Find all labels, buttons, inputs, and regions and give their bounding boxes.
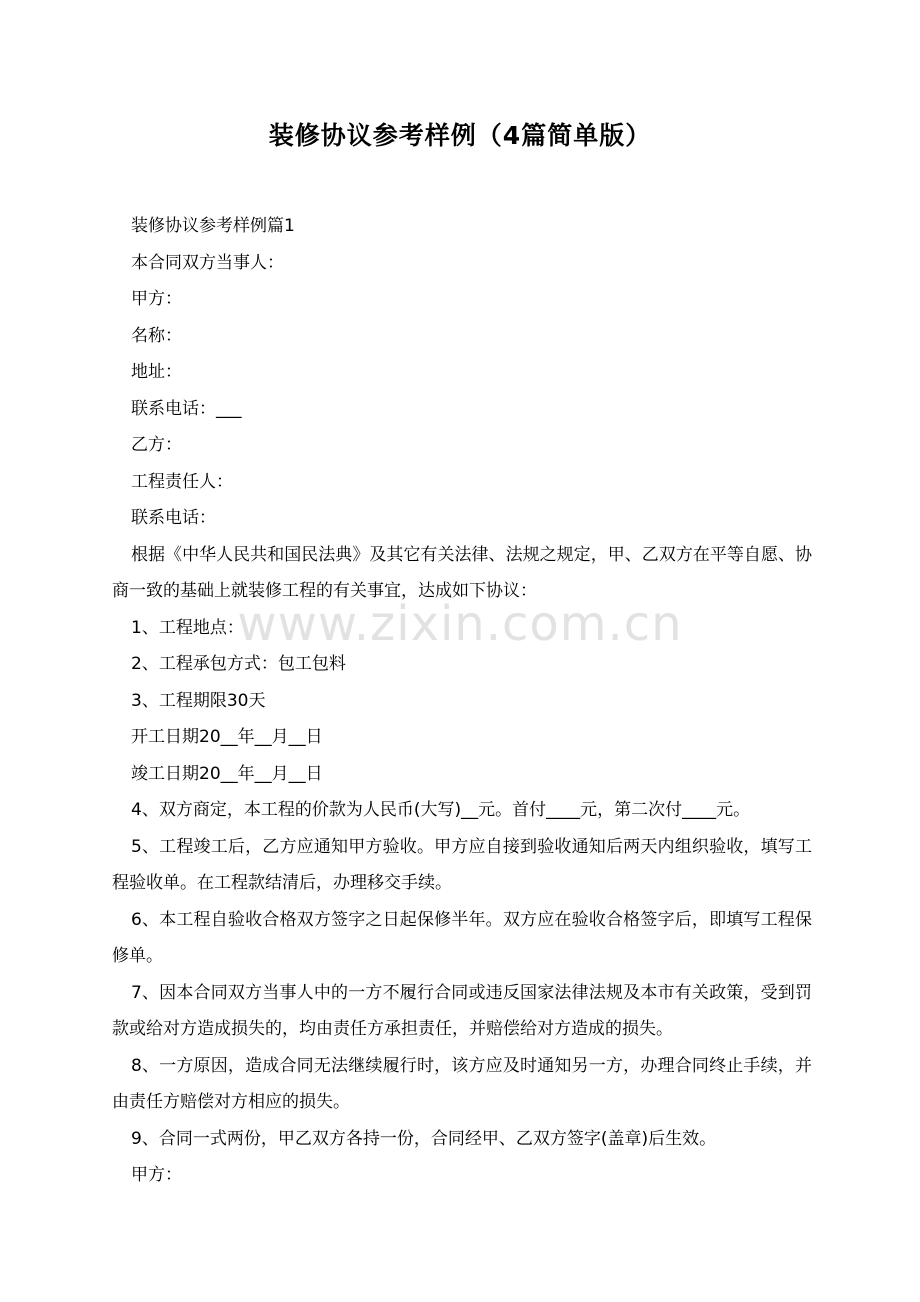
- clause-7: 7、因本合同双方当事人中的一方不履行合同或违反国家法律法规及本市有关政策，受到罚款或给对方造成损失的，均由责任方承担责任，并赔偿给对方造成的损失。: [112, 982, 812, 1039]
- party-a-label: 甲方：: [131, 289, 182, 309]
- clause-4: 4、双方商定，本工程的价款为人民币(大写)__元。首付____元，第二次付____元。: [131, 800, 751, 820]
- clause-6: 6、本工程自验收合格双方签字之日起保修半年。双方应在验收合格签字后，即填写工程保修单。: [112, 909, 812, 966]
- clause-8: 8、一方原因，造成合同无法继续履行时，该方应及时通知另一方，办理合同终止手续，并由责任方赔偿对方相应的损失。: [112, 1055, 812, 1112]
- preamble-paragraph: 根据《中华人民共和国民法典》及其它有关法律、法规之规定，甲、乙双方在平等自愿、协商一致的基础上就装修工程的有关事宜，达成如下协议：: [112, 544, 812, 601]
- party-a-name-field: 名称：: [131, 325, 182, 346]
- document-title: 装修协议参考样例（4篇简单版）: [268, 121, 652, 150]
- party-a-phone-field: 联系电话：___: [131, 398, 242, 419]
- clause-3: 3、工程期限30天: [131, 690, 266, 711]
- section-heading: 装修协议参考样例篇1: [131, 216, 295, 236]
- signature-party-a-label: 甲方：: [131, 1165, 182, 1185]
- clause-9: 9、合同一式两份，甲乙双方各持一份，合同经甲、乙双方签字(盖章)后生效。: [131, 1128, 717, 1149]
- document-body: [112, 208, 812, 1194]
- party-b-phone-field: 联系电话：: [131, 508, 216, 528]
- party-b-label: 乙方：: [131, 435, 182, 455]
- party-a-address-field: 地址：: [131, 362, 182, 382]
- clause-1: 1、工程地点：: [131, 617, 244, 638]
- start-date-line: 开工日期20__年__月__日: [131, 727, 323, 747]
- watermark: www.zixin.com.cn: [237, 596, 683, 652]
- clause-2: 2、工程承包方式：包工包料: [131, 654, 346, 674]
- completion-date-line: 竣工日期20__年__月__日: [131, 763, 323, 784]
- clause-5: 5、工程竣工后，乙方应通知甲方验收。甲方应自接到验收通知后两天内组织验收，填写工程验收单。在工程款结清后，办理移交手续。: [112, 836, 812, 893]
- parties-intro: 本合同双方当事人：: [131, 252, 284, 273]
- project-manager-field: 工程责任人：: [131, 471, 233, 492]
